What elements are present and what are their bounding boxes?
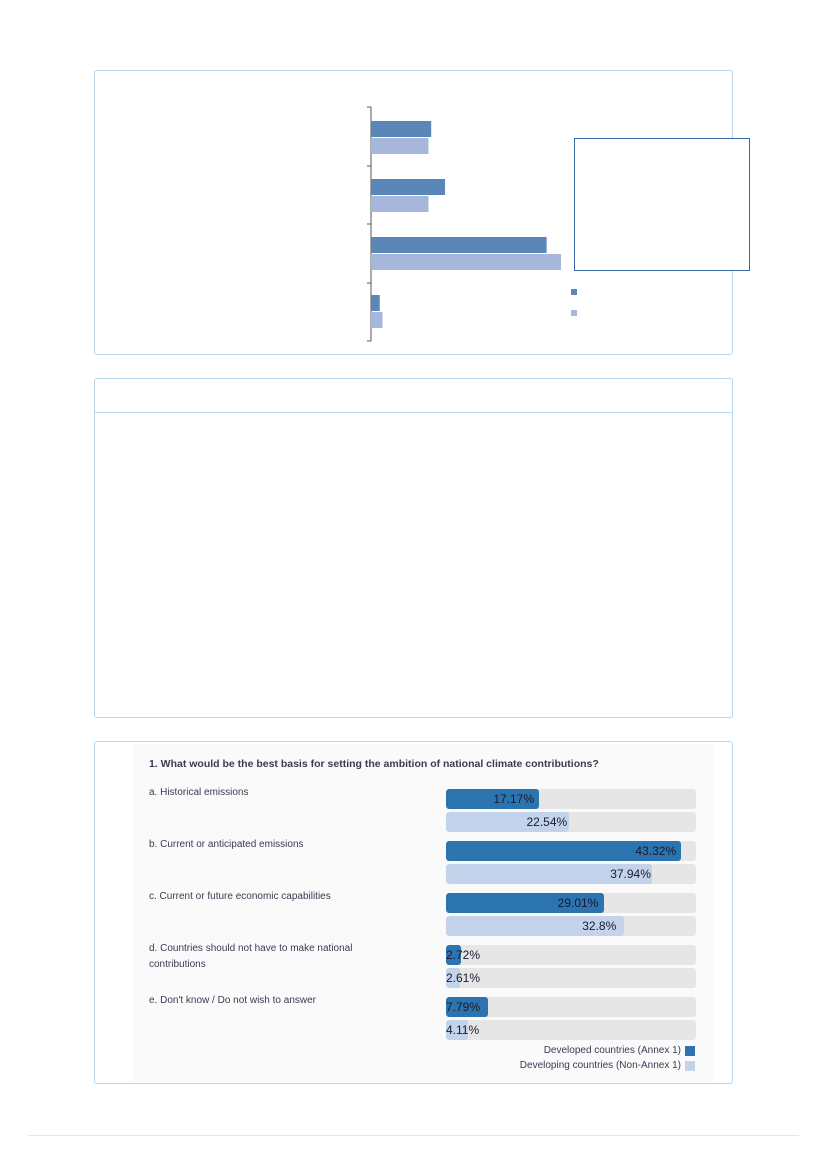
legend-developed — [544, 1045, 695, 1056]
developed-bar-track — [446, 997, 696, 1017]
developed-percent: 29.01% — [557, 896, 599, 910]
survey-question: 1. What would be the best basis for setting the ambition of national climate contributions? — [149, 758, 599, 770]
developed-percent: 7.79% — [446, 1000, 481, 1014]
legend-marker — [571, 289, 577, 295]
legend-developed-swatch — [685, 1046, 695, 1056]
option-label: d. Countries should not have to make national contributions — [149, 943, 353, 970]
developed-bar-track — [446, 893, 696, 913]
chart-bar — [371, 121, 431, 137]
developed-bar-track — [446, 789, 696, 809]
chart-bar — [371, 196, 428, 212]
developing-percent: 4.11% — [446, 1023, 480, 1037]
developing-bar-track — [446, 864, 696, 884]
developing-bar-track — [446, 916, 696, 936]
option-label: e. Don't know / Do not wish to answer — [149, 995, 316, 1006]
panel-header-divider — [95, 412, 732, 413]
developed-percent: 2.72% — [446, 948, 481, 962]
option-label: c. Current or future economic capabilities — [149, 891, 331, 902]
option-label: b. Current or anticipated emissions — [149, 839, 304, 850]
developing-bar-track — [446, 968, 696, 988]
chart-bar — [371, 295, 380, 311]
developed-bar-track — [446, 841, 696, 861]
chart-bar — [371, 179, 445, 195]
legend-developed-label: Developed countries (Annex 1) — [543, 1045, 681, 1056]
developing-percent: 22.54% — [526, 815, 568, 829]
text-panel — [94, 378, 733, 718]
chart-bar — [371, 237, 547, 253]
chart-bar — [371, 254, 561, 270]
developing-bar-track — [446, 1020, 696, 1040]
legend-developing-swatch — [685, 1061, 695, 1071]
legend-developing-label: Developing countries (Non-Annex 1) — [519, 1060, 681, 1071]
footer-divider — [28, 1135, 799, 1136]
option-label: a. Historical emissions — [149, 787, 249, 798]
chart-legend-box — [574, 138, 750, 271]
chart-bar — [371, 312, 383, 328]
chart-bar — [371, 138, 428, 154]
developed-percent: 17.17% — [493, 792, 535, 806]
developed-percent: 43.32% — [635, 844, 677, 858]
legend-developing — [520, 1060, 695, 1071]
developing-percent: 37.94% — [610, 867, 651, 881]
developing-percent: 2.61% — [446, 971, 481, 985]
developed-bar-track — [446, 945, 696, 965]
developing-bar-track — [446, 812, 696, 832]
legend-marker — [571, 310, 577, 316]
developing-percent: 32.8% — [582, 919, 617, 933]
